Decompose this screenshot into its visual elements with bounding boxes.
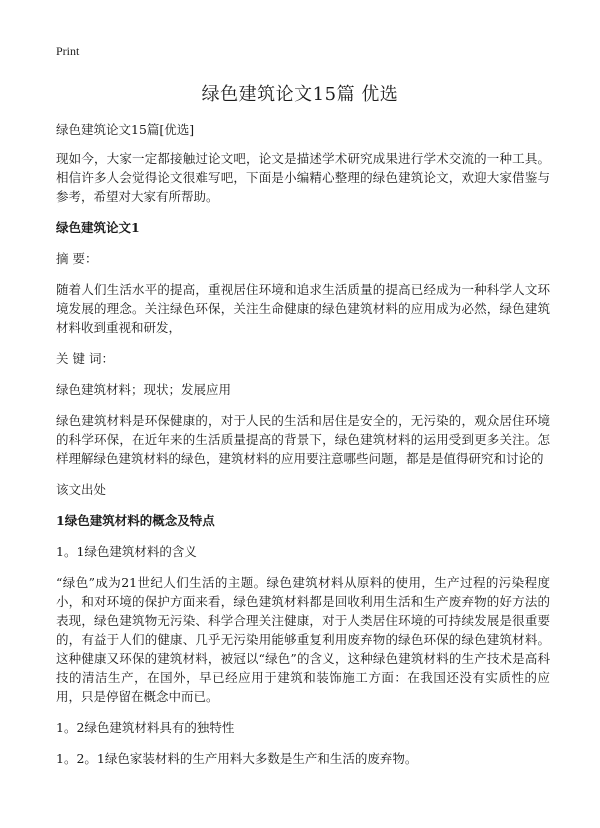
abstract-label: 摘 要： <box>56 251 98 266</box>
document-body <box>56 120 550 780</box>
keywords-paragraph: 绿色建筑材料；现状；发展应用 <box>56 382 232 397</box>
subheading-1-2-1: 1。2。1绿色家装材料的生产用料大多数是生产和生活的废弃物。 <box>56 751 418 766</box>
keywords-label: 关 键 词： <box>56 351 114 366</box>
body-paragraph-1: 绿色建筑材料是环保健康的，对于人民的生活和居住是安全的，无污染的，观众居住环境的科学环保，在近年来的生活质量提高的背景下，绿色建筑材料的运用受到更多关注。怎样理解绿色建筑材料的绿色，建筑材料的应用要注意哪些问题，都是是值得研究和讨论的 <box>56 413 550 466</box>
section-heading: 绿色建筑论文1 <box>56 220 140 235</box>
subheading-1-1: 1。1绿色建筑材料的含义 <box>56 544 197 559</box>
page-title: 绿色建筑论文15篇 优选 <box>201 84 399 105</box>
subheading-1-2: 1。2绿色建筑材料具有的独特性 <box>56 720 235 735</box>
print-label: Print <box>56 44 80 58</box>
document-subtitle: 绿色建筑论文15篇[优选] <box>56 122 195 137</box>
source-note: 该文出处 <box>56 482 107 497</box>
intro-paragraph: 现如今，大家一定都接触过论文吧，论文是描述学术研究成果进行学术交流的一种工具。相信许多人会觉得论文很难写吧，下面是小编精心整理的绿色建筑论文，欢迎大家借鉴与参考，希望对大家有所帮助。 <box>56 151 550 204</box>
abstract-paragraph: 随着人们生活水平的提高，重视居住环境和追求生活质量的提高已经成为一种科学人文环境发展的理念。关注绿色环保，关注生命健康的绿色建筑材料的应用成为必然，绿色建筑材料收到重视和研发， <box>56 282 550 335</box>
body-paragraph-2: “绿色”成为21世纪人们生活的主题。绿色建筑材料从原料的使用，生产过程的污染程度小，和对环境的保护方面来看，绿色建筑材料都是回收利用生活和生产废弃物的好方法的表现，绿色建筑物无污染、科学合理关注健康，对于人类居住环境的可持续发展是很重要的，有益于人们的健康、几乎无污染用能够重复利用废弃物的绿色环保的绿色建筑材料。这种健康又环保的建筑材料，被冠以“绿色”的含义，这种绿色建筑材料的生产技术是高科技的清洁生产，在国外，早已经应用于建筑和装饰施工方面：在我国还没有实质性的应用，只是停留在概念中而已。 <box>56 575 550 704</box>
subsection-heading: 1绿色建筑材料的概念及特点 <box>56 513 215 528</box>
